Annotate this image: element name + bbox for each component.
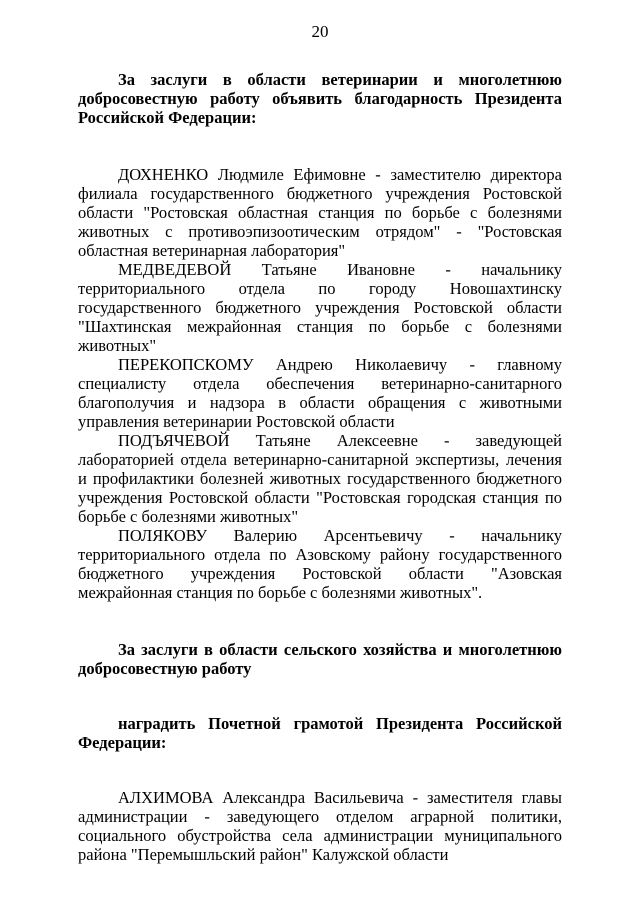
document-body bbox=[78, 70, 562, 864]
page-number: 20 bbox=[311, 22, 329, 41]
section2-heading: За заслуги в области сельского хозяйства и многолетнюю добросовестную работу bbox=[78, 640, 562, 678]
spacer bbox=[78, 752, 562, 788]
award-entry: ПОДЪЯЧЕВОЙ Татьяне Алексеевне - заведующей лабораторией отдела ветеринарно-санитарной экспертизы, лечения и профилактики болезней животных государственного бюджетного учреждения Ростовской области "Ростовская городская станция по борьбе с болезнями животных" bbox=[78, 431, 562, 526]
award-entry: МЕДВЕДЕВОЙ Татьяне Ивановне - начальнику территориального отдела по городу Новошахтинску государственного бюджетного учреждения Ростовской области "Шахтинская межрайонная станция по борьбе с болезнями животных" bbox=[78, 260, 562, 355]
award-entry: ДОХНЕНКО Людмиле Ефимовне - заместителю директора филиала государственного бюджетного учреждения Ростовской области "Ростовская областная станция по борьбе с болезнями животных с противоэпизоотическим отрядом" - "Ростовская областная ветеринарная лаборатория" bbox=[78, 165, 562, 260]
section1-heading: За заслуги в области ветеринарии и многолетнюю добросовестную работу объявить благодарность Президента Российской Федерации: bbox=[78, 70, 562, 127]
section2-subheading: наградить Почетной грамотой Президента Российской Федерации: bbox=[78, 714, 562, 752]
spacer bbox=[78, 127, 562, 165]
award-entry: АЛХИМОВА Александра Васильевича - заместителя главы администрации - заведующего отделом аграрной политики, социального обустройства села администрации муниципального района "Перемышльский район" Калужской области bbox=[78, 788, 562, 864]
award-entry: ПОЛЯКОВУ Валерию Арсентьевичу - начальнику территориального отдела по Азовскому району государственного бюджетного учреждения Ростовской области "Азовская межрайонная станция по борьбе с болезнями животных". bbox=[78, 526, 562, 602]
spacer bbox=[78, 678, 562, 714]
spacer bbox=[78, 602, 562, 640]
award-entry: ПЕРЕКОПСКОМУ Андрею Николаевичу - главному специалисту отдела обеспечения ветеринарно-санитарного благополучия и надзора в области обращения с животными управления ветеринарии Ростовской области bbox=[78, 355, 562, 431]
